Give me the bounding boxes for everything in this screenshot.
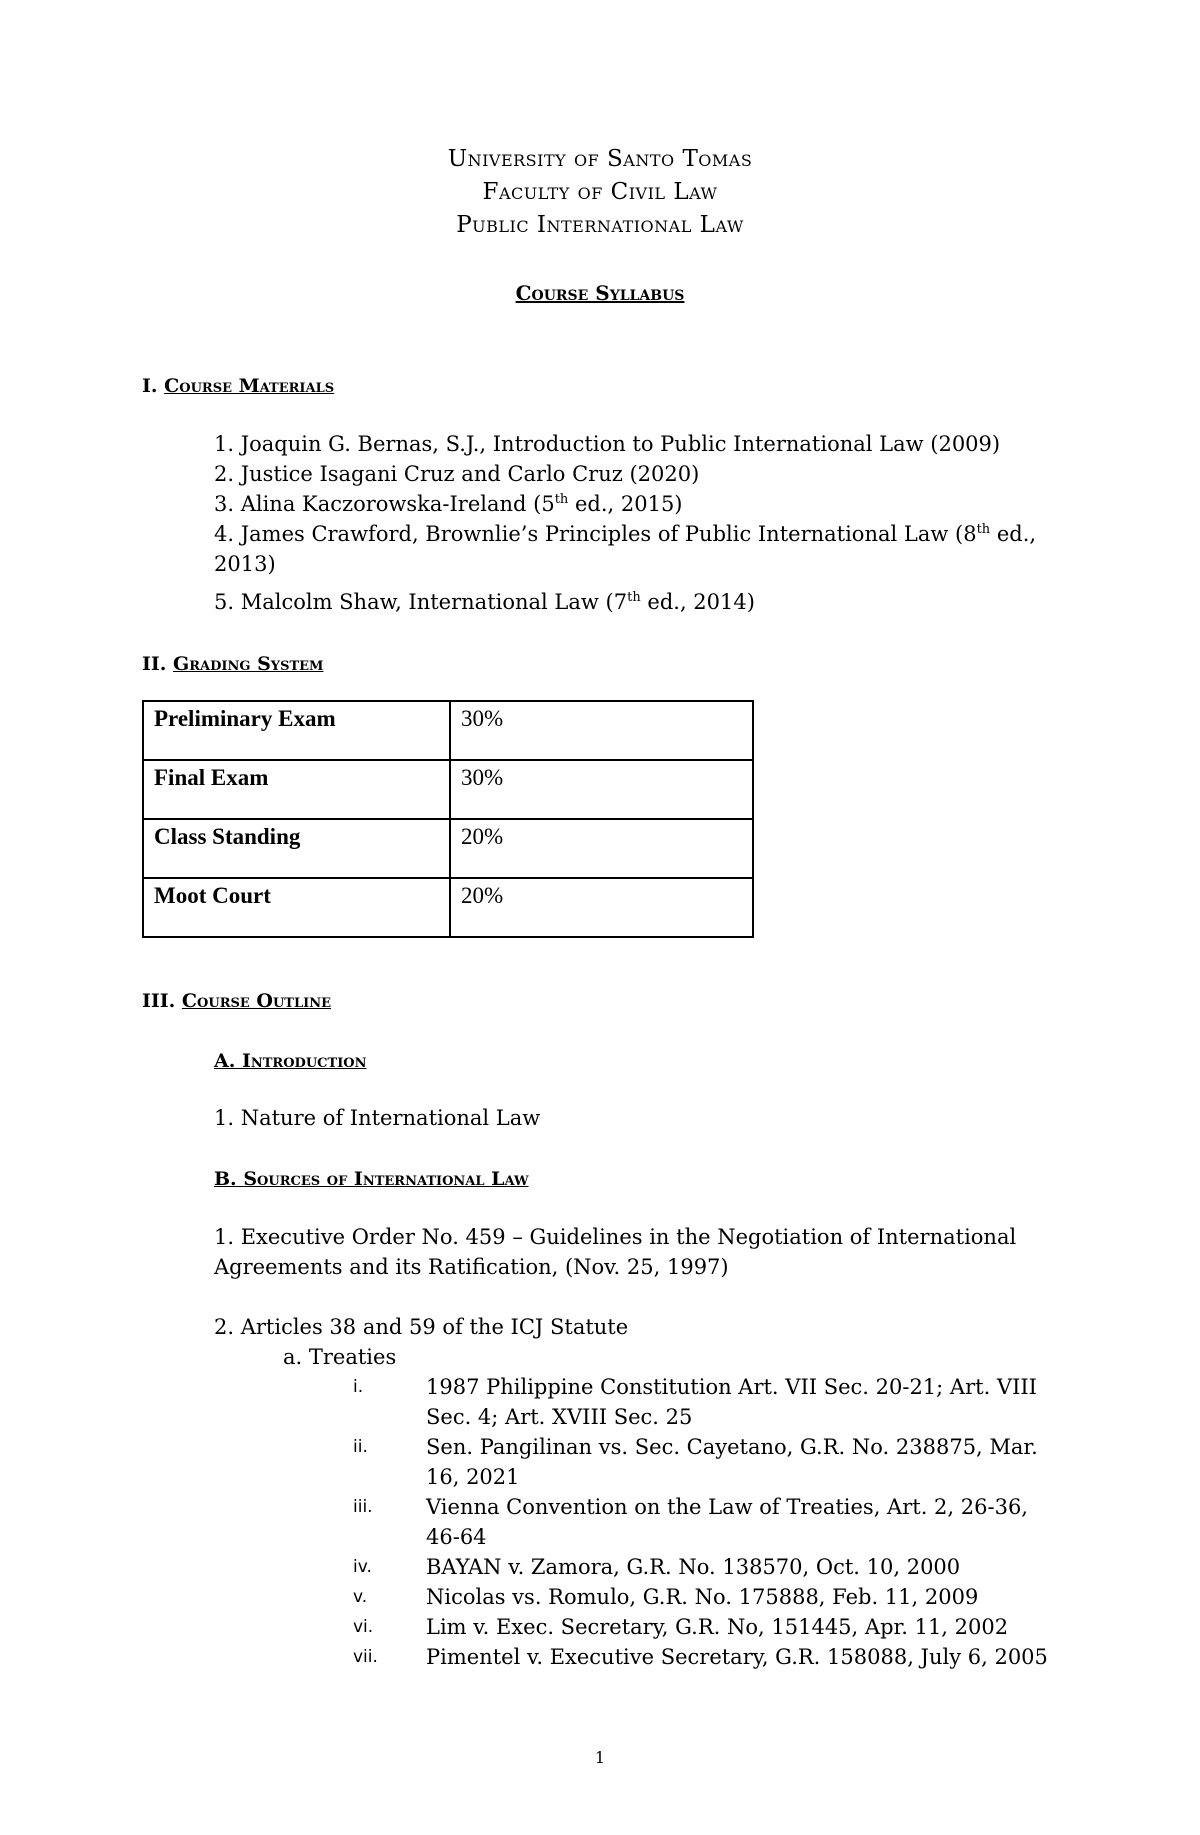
material-item: 4. James Crawford, Brownlie’s Principles of Public International Law (8th ed., xyxy=(214,522,1037,546)
grade-weight: 30% xyxy=(450,760,753,819)
section-course-materials-heading xyxy=(142,375,334,397)
grading-table xyxy=(142,700,754,938)
treaty-item: Sen. Pangilinan vs. Sec. Cayetano, G.R. No. 238875, Mar. xyxy=(426,1435,1038,1459)
treaty-item-continued: 46-64 xyxy=(426,1525,487,1549)
outline-item: 1. Executive Order No. 459 – Guidelines in the Negotiation of International xyxy=(214,1225,1017,1249)
table-row xyxy=(143,760,753,819)
treaty-item: Pimentel v. Executive Secretary, G.R. 158088, July 6, 2005 xyxy=(426,1645,1048,1669)
section-numeral: II. xyxy=(142,653,167,675)
material-item: 3. Alina Kaczorowska-Ireland (5th ed., 2015) xyxy=(214,492,683,516)
treaty-numeral: vi. xyxy=(353,1617,374,1637)
section-course-outline-heading xyxy=(142,990,331,1012)
university-name: University of Santo Tomas xyxy=(447,146,753,172)
treaty-numeral: iii. xyxy=(353,1497,373,1517)
subsection-sources-heading: B. Sources of International Law xyxy=(214,1168,529,1190)
treaty-numeral: v. xyxy=(353,1587,368,1607)
grade-weight: 30% xyxy=(450,701,753,760)
grade-weight: 20% xyxy=(450,819,753,878)
outline-item: 1. Nature of International Law xyxy=(214,1106,541,1130)
grade-weight: 20% xyxy=(450,878,753,937)
section-title: Grading System xyxy=(173,653,324,675)
section-numeral: III. xyxy=(142,990,176,1012)
table-row xyxy=(143,819,753,878)
outline-subitem: a. Treaties xyxy=(283,1345,397,1369)
treaty-numeral: vii. xyxy=(353,1647,378,1667)
outline-item-continued: Agreements and its Ratification, (Nov. 25, 1997) xyxy=(214,1255,729,1279)
material-item: 1. Joaquin G. Bernas, S.J., Introduction to Public International Law (2009) xyxy=(214,432,1001,456)
treaty-item: 1987 Philippine Constitution Art. VII Sec. 20-21; Art. VIII xyxy=(426,1375,1037,1399)
treaty-item-continued: 16, 2021 xyxy=(426,1465,520,1489)
subsection-introduction-heading: A. Introduction xyxy=(214,1050,367,1072)
section-numeral: I. xyxy=(142,375,158,397)
treaty-item-continued: Sec. 4; Art. XVIII Sec. 25 xyxy=(426,1405,693,1429)
grade-component: Final Exam xyxy=(143,760,450,819)
document-title: Course Syllabus xyxy=(515,281,685,305)
grade-component: Preliminary Exam xyxy=(143,701,450,760)
table-row xyxy=(143,878,753,937)
treaty-numeral: i. xyxy=(353,1377,364,1397)
treaty-item: BAYAN v. Zamora, G.R. No. 138570, Oct. 10, 2000 xyxy=(426,1555,961,1579)
section-title: Course Materials xyxy=(164,375,335,397)
treaty-numeral: ii. xyxy=(353,1437,368,1457)
grade-component: Class Standing xyxy=(143,819,450,878)
faculty-name: Faculty of Civil Law xyxy=(482,179,718,205)
treaty-item: Vienna Convention on the Law of Treaties, Art. 2, 26-36, xyxy=(426,1495,1028,1519)
page-number: 1 xyxy=(594,1748,606,1767)
section-title: Course Outline xyxy=(181,990,331,1012)
outline-item: 2. Articles 38 and 59 of the ICJ Statute xyxy=(214,1315,629,1339)
treaty-item: Lim v. Exec. Secretary, G.R. No, 151445, Apr. 11, 2002 xyxy=(426,1615,1009,1639)
section-grading-system-heading xyxy=(142,653,323,675)
table-row xyxy=(143,701,753,760)
treaty-numeral: iv. xyxy=(353,1557,372,1577)
material-item: 2. Justice Isagani Cruz and Carlo Cruz (2020) xyxy=(214,462,700,486)
material-item-continued: 2013) xyxy=(214,552,276,576)
treaty-item: Nicolas vs. Romulo, G.R. No. 175888, Feb. 11, 2009 xyxy=(426,1585,979,1609)
material-item: 5. Malcolm Shaw, International Law (7th ed., 2014) xyxy=(214,590,755,614)
grade-component: Moot Court xyxy=(143,878,450,937)
subject-name: Public International Law xyxy=(456,212,744,238)
